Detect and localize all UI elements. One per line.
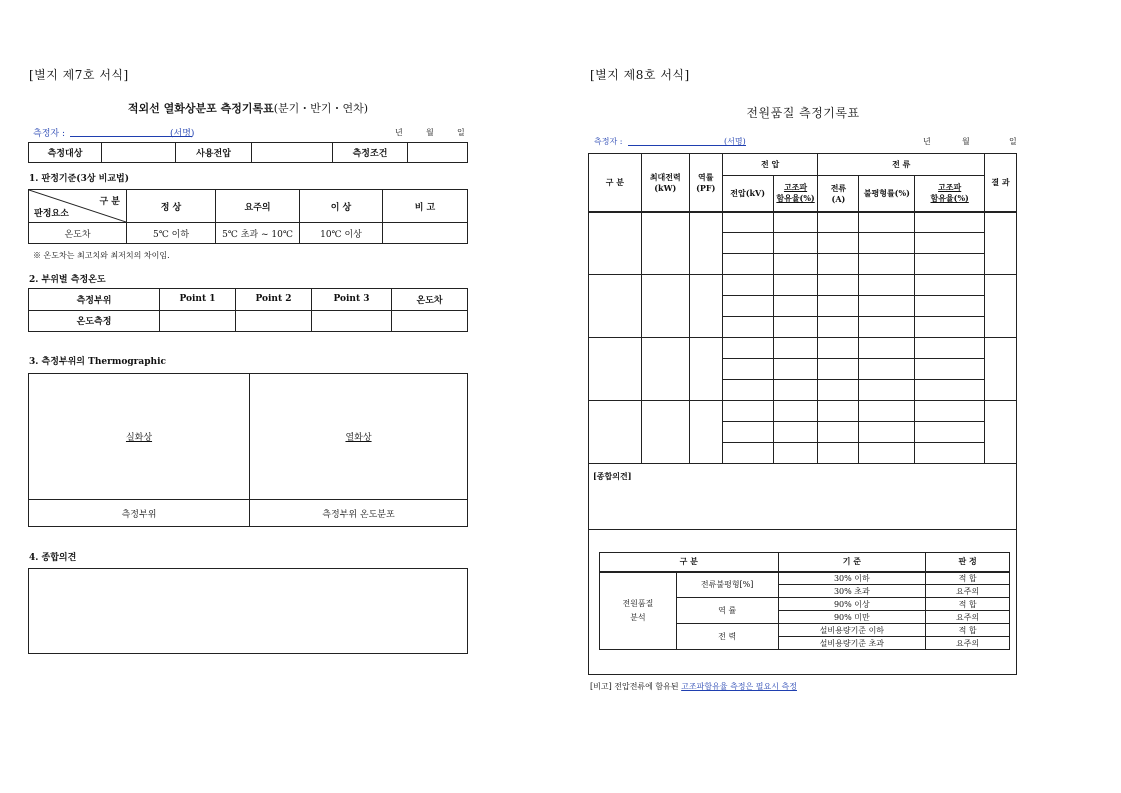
crit-standard: 설비용량기준 초과	[778, 637, 926, 650]
data-cell[interactable]	[722, 212, 773, 233]
data-cell[interactable]	[859, 212, 915, 233]
criteria-abnormal-value: 10℃ 이상	[300, 223, 383, 244]
data-cell[interactable]	[589, 275, 642, 338]
data-cell[interactable]	[722, 296, 773, 317]
data-cell[interactable]	[818, 254, 859, 275]
data-cell[interactable]	[722, 401, 773, 422]
data-cell[interactable]	[773, 338, 818, 359]
data-cell[interactable]	[641, 401, 689, 464]
data-cell[interactable]	[818, 338, 859, 359]
data-cell[interactable]	[915, 338, 985, 359]
data-cell[interactable]	[859, 401, 915, 422]
data-cell[interactable]	[773, 443, 818, 464]
data-cell[interactable]	[818, 380, 859, 401]
data-cell[interactable]	[589, 212, 642, 275]
thermal-image-label: 열화상	[345, 433, 372, 443]
data-cell[interactable]	[818, 233, 859, 254]
hdr-v-harmonic	[773, 176, 818, 212]
data-cell[interactable]	[915, 359, 985, 380]
hdr-pf	[689, 154, 722, 212]
data-cell[interactable]	[915, 296, 985, 317]
hdr-voltage-kv: 전압(kV)	[722, 176, 773, 212]
data-cell[interactable]	[985, 401, 1017, 464]
crit-category-2: 분석	[630, 612, 646, 622]
section3-title: 3. 측정부위의 Thermographic	[29, 357, 166, 367]
data-cell[interactable]	[985, 212, 1017, 275]
data-cell[interactable]	[773, 275, 818, 296]
hdr-category: 구 분	[589, 154, 642, 212]
hdr-max-power	[641, 154, 689, 212]
crit-standard: 90% 미만	[778, 611, 926, 624]
data-cell[interactable]	[773, 212, 818, 233]
left-opinion-box[interactable]	[28, 568, 468, 654]
data-cell[interactable]	[641, 212, 689, 275]
data-cell[interactable]	[773, 380, 818, 401]
criteria-row-label: 온도차	[29, 223, 127, 244]
crit-item-unbalance: 전류불평형[%]	[676, 572, 778, 598]
right-note-link[interactable]: 고조파함유율 측정은 필요시 측정	[681, 682, 797, 691]
visible-caption: 측정부위	[29, 500, 250, 527]
data-cell[interactable]	[915, 233, 985, 254]
criteria-header-remark: 비 고	[383, 190, 468, 223]
thermal-image-cell[interactable]	[250, 374, 468, 500]
left-date-year: 년	[395, 128, 403, 137]
hdr-current-a-2: (A)	[831, 193, 846, 204]
left-title-suffix: (분기・반기・연차)	[273, 102, 369, 115]
point-diff-value[interactable]	[392, 310, 468, 332]
criteria-header-abnormal: 이 상	[300, 190, 383, 223]
hdr-i-harmonic-1: 고조파	[938, 182, 962, 193]
data-cell[interactable]	[689, 275, 722, 338]
data-cell[interactable]	[818, 317, 859, 338]
right-measurer-label: 측정자 :	[594, 137, 623, 146]
crit-standard: 설비용량기준 이하	[778, 624, 926, 637]
condition-label: 측정조건	[333, 143, 408, 163]
crit-category	[600, 572, 677, 650]
section4-title: 4. 종합의견	[29, 553, 77, 563]
data-cell[interactable]	[915, 254, 985, 275]
data-cell[interactable]	[818, 275, 859, 296]
left-title	[28, 100, 468, 116]
data-cell[interactable]	[985, 338, 1017, 401]
crit-item-pf: 역 률	[676, 598, 778, 624]
point-row-label: 온도측정	[29, 310, 160, 332]
data-cell[interactable]	[818, 359, 859, 380]
criteria-normal-value: 5℃ 이하	[127, 223, 216, 244]
data-cell[interactable]	[641, 338, 689, 401]
data-cell[interactable]	[773, 254, 818, 275]
right-form-label: [별지 제8호 서식]	[590, 68, 690, 82]
data-cell[interactable]	[722, 254, 773, 275]
point-2-value[interactable]	[236, 310, 312, 332]
data-cell[interactable]	[859, 296, 915, 317]
data-cell[interactable]	[722, 275, 773, 296]
point-3-value[interactable]	[312, 310, 392, 332]
target-label: 측정대상	[29, 143, 102, 163]
crit-header-judgment: 판 정	[926, 553, 1010, 572]
data-cell[interactable]	[689, 338, 722, 401]
point-header-diff: 온도차	[392, 289, 468, 311]
hdr-current-group: 전 류	[818, 154, 985, 176]
left-form-label: [별지 제7호 서식]	[29, 68, 129, 82]
hdr-current-a-1: 전류	[830, 182, 847, 193]
data-cell[interactable]	[818, 212, 859, 233]
criteria-table-left	[28, 189, 468, 244]
hdr-pf-1: 역률	[697, 171, 714, 182]
left-date-day: 일	[457, 128, 465, 137]
data-cell[interactable]	[773, 296, 818, 317]
right-note	[590, 681, 797, 692]
data-cell[interactable]	[859, 380, 915, 401]
crit-judgment: 적 합	[926, 572, 1010, 585]
data-cell[interactable]	[915, 443, 985, 464]
data-cell[interactable]	[722, 359, 773, 380]
right-date-year: 년	[923, 137, 931, 146]
data-cell[interactable]	[722, 317, 773, 338]
crit-judgment: 적 합	[926, 598, 1010, 611]
power-criteria-table	[599, 552, 1010, 650]
data-cell[interactable]	[915, 275, 985, 296]
crit-judgment: 요주의	[926, 585, 1010, 598]
data-cell[interactable]	[773, 317, 818, 338]
crit-item-power: 전 력	[676, 624, 778, 650]
data-cell[interactable]	[859, 338, 915, 359]
data-cell[interactable]	[915, 401, 985, 422]
right-date-day: 일	[1009, 137, 1017, 146]
data-cell[interactable]	[641, 275, 689, 338]
data-cell[interactable]	[915, 212, 985, 233]
hdr-unbalance: 불평형률(%)	[859, 176, 915, 212]
data-cell[interactable]	[689, 401, 722, 464]
crit-standard: 30% 이하	[778, 572, 926, 585]
visible-image-label: 실화상	[125, 433, 153, 443]
left-info-table	[28, 142, 468, 163]
point-temp-table	[28, 288, 468, 332]
hdr-voltage-group: 전 압	[722, 154, 818, 176]
crit-category-1: 전원품질	[622, 598, 654, 608]
criteria-remark-value[interactable]	[383, 223, 468, 244]
data-cell[interactable]	[915, 380, 985, 401]
voltage-value[interactable]	[252, 143, 333, 163]
right-title: 전원품질 측정기록표	[746, 106, 860, 120]
data-cell[interactable]	[773, 422, 818, 443]
data-cell[interactable]	[859, 359, 915, 380]
opinion-divider	[589, 529, 1016, 530]
corner-top-label: 구 분	[99, 197, 120, 207]
right-opinion-label: [종합의견]	[593, 471, 632, 481]
data-cell[interactable]	[818, 296, 859, 317]
condition-value[interactable]	[408, 143, 468, 163]
data-cell[interactable]	[915, 422, 985, 443]
crit-judgment: 적 합	[926, 624, 1010, 637]
crit-standard: 30% 초과	[778, 585, 926, 598]
point-1-value[interactable]	[160, 310, 236, 332]
data-cell[interactable]	[589, 338, 642, 401]
data-cell[interactable]	[722, 380, 773, 401]
data-cell[interactable]	[722, 443, 773, 464]
hdr-i-harmonic	[915, 176, 985, 212]
crit-standard: 90% 이상	[778, 598, 926, 611]
data-cell[interactable]	[859, 443, 915, 464]
hdr-i-harmonic-2: 함유율(%)	[930, 193, 969, 204]
data-cell[interactable]	[689, 212, 722, 275]
data-cell[interactable]	[589, 401, 642, 464]
section1-note: ※ 온도차는 최고치와 최저치의 차이임.	[33, 251, 170, 260]
data-cell[interactable]	[985, 275, 1017, 338]
crit-judgment: 요주의	[926, 637, 1010, 650]
hdr-result: 결 과	[985, 154, 1017, 212]
point-header-3: Point 3	[312, 289, 392, 311]
left-measurer-label: 측정자 :	[33, 129, 65, 139]
data-cell[interactable]	[722, 233, 773, 254]
data-cell[interactable]	[818, 422, 859, 443]
data-cell[interactable]	[773, 359, 818, 380]
data-cell[interactable]	[915, 317, 985, 338]
data-cell[interactable]	[818, 443, 859, 464]
thermal-caption: 측정부위 온도분포	[250, 500, 468, 527]
section2-title: 2. 부위별 측정온도	[29, 275, 106, 285]
criteria-header-caution: 요주의	[216, 190, 300, 223]
data-cell[interactable]	[773, 401, 818, 422]
data-cell[interactable]	[859, 275, 915, 296]
left-date-month: 월	[426, 128, 434, 137]
criteria-header-normal: 정 상	[127, 190, 216, 223]
power-quality-table	[588, 153, 1017, 464]
hdr-max-power-1: 최대전력	[649, 171, 681, 182]
hdr-v-harmonic-2: 함유율(%)	[776, 193, 815, 204]
thermographic-table	[28, 373, 468, 527]
hdr-v-harmonic-1: 고조파	[783, 182, 808, 193]
data-cell[interactable]	[722, 422, 773, 443]
left-signature: (서명)	[170, 129, 195, 139]
point-header-part: 측정부위	[29, 289, 160, 311]
point-header-2: Point 2	[236, 289, 312, 311]
right-date-month: 월	[962, 137, 970, 146]
right-note-prefix: [비고] 전압전류에 함유된	[590, 682, 679, 691]
section1-title: 1. 판정기준(3상 비교법)	[29, 174, 129, 184]
crit-header-category: 구 분	[600, 553, 779, 572]
right-signature: (서명)	[724, 137, 746, 146]
left-title-main: 적외선 열화상분포 측정기록표	[127, 102, 274, 115]
point-header-1: Point 1	[160, 289, 236, 311]
voltage-label: 사용전압	[176, 143, 252, 163]
crit-header-standard: 기 준	[778, 553, 926, 572]
hdr-pf-2: (PF)	[696, 182, 716, 193]
criteria-corner-cell	[29, 190, 127, 223]
hdr-current-a	[818, 176, 859, 212]
visible-image-cell[interactable]	[29, 374, 250, 500]
right-main-frame	[588, 153, 1017, 675]
data-cell[interactable]	[859, 254, 915, 275]
data-cell[interactable]	[859, 233, 915, 254]
data-cell[interactable]	[773, 233, 818, 254]
corner-bottom-label: 판정요소	[34, 209, 69, 219]
data-cell[interactable]	[859, 422, 915, 443]
data-cell[interactable]	[818, 401, 859, 422]
criteria-caution-value: 5℃ 초과 ~ 10℃	[216, 223, 300, 244]
data-cell[interactable]	[859, 317, 915, 338]
data-cell[interactable]	[722, 338, 773, 359]
crit-judgment: 요주의	[926, 611, 1010, 624]
target-value[interactable]	[102, 143, 176, 163]
hdr-max-power-2: (kW)	[654, 182, 677, 193]
